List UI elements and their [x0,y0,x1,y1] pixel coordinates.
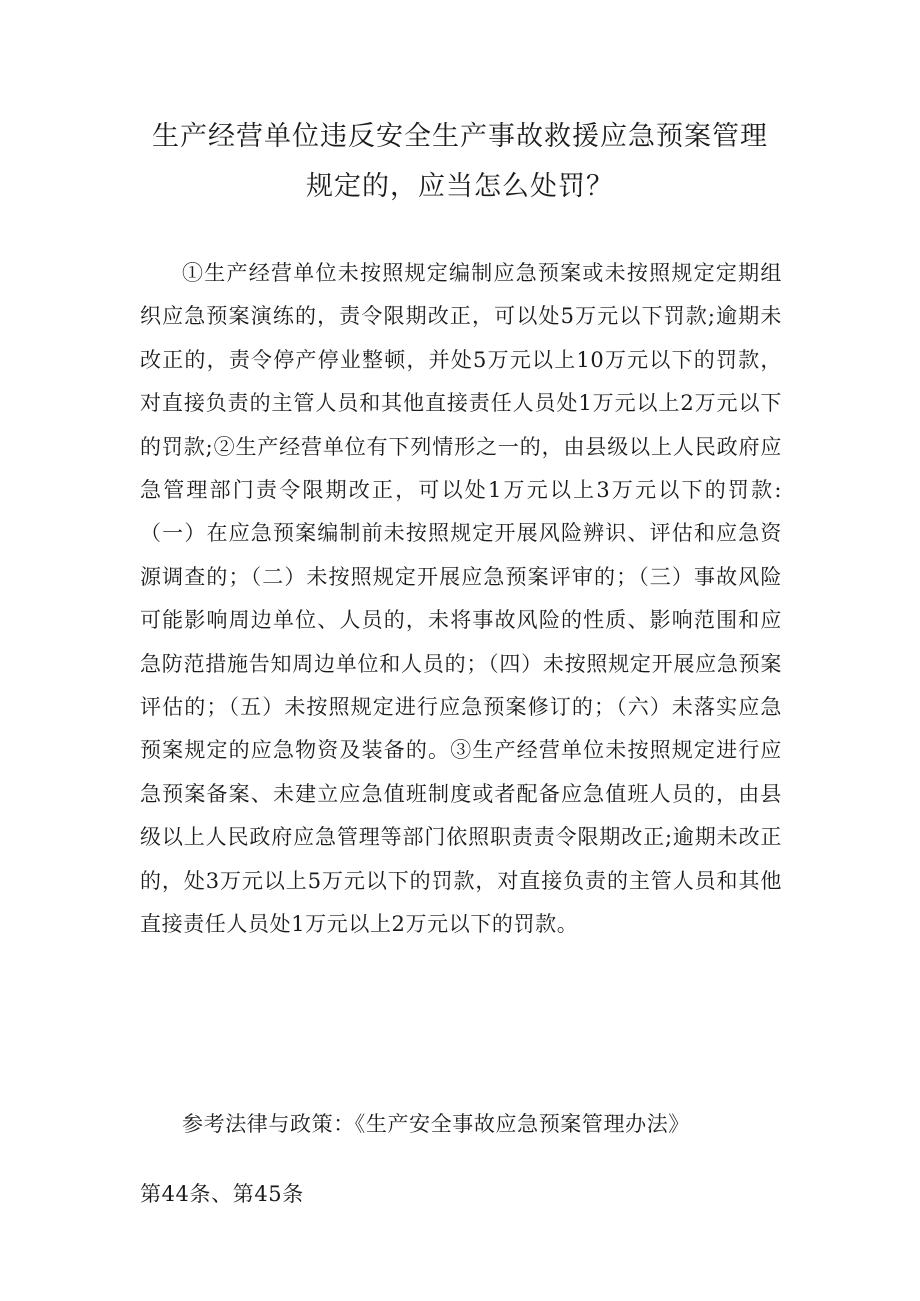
article-numbers: 第44条、第45条 [140,1182,304,1206]
reference-line: 参考法律与政策：《生产安全事故应急预案管理办法》 [182,1112,690,1136]
body-paragraph: ①生产经营单位未按照规定编制应急预案或未按照规定定期组织应急预案演练的，责令限期改正，可以处5万元以下罚款;逾期未改正的，责令停产停业整顿，并处5万元以上10万元以下的罚款，对直接负责的主管人员和其他直接责任人员处1万元以上2万元以下的罚款;②生产经营单位有下列情形之一的，由县级以上人民政府应急管理部门责令限期改正，可以处1万元以上3万元以下的罚款:（一）在应急预案编制前未按照规定开展风险辨识、评估和应急资源调查的；（二）未按照规定开展应急预案评审的；（三）事故风险可能影响周边单位、人员的，未将事故风险的性质、影响范围和应急防范措施告知周边单位和人员的；（四）未按照规定开展应急预案评估的；（五）未按照规定进行应急预案修订的；（六）未落实应急预案规定的应急物资及装备的。③生产经营单位未按照规定进行应急预案备案、未建立应急值班制度或者配备应急值班人员的，由县级以上人民政府应急管理等部门依照职责责令限期改正;逾期未改正的，处3万元以上5万元以下的罚款，对直接负责的主管人员和其他直接责任人员处1万元以上2万元以下的罚款。 [140,261,782,937]
title-line-1: 生产经营单位违反安全生产事故救援应急预案管理 [152,121,768,152]
title-line-2: 规定的，应当怎么处罚？ [306,171,614,202]
page-title [120,112,800,212]
